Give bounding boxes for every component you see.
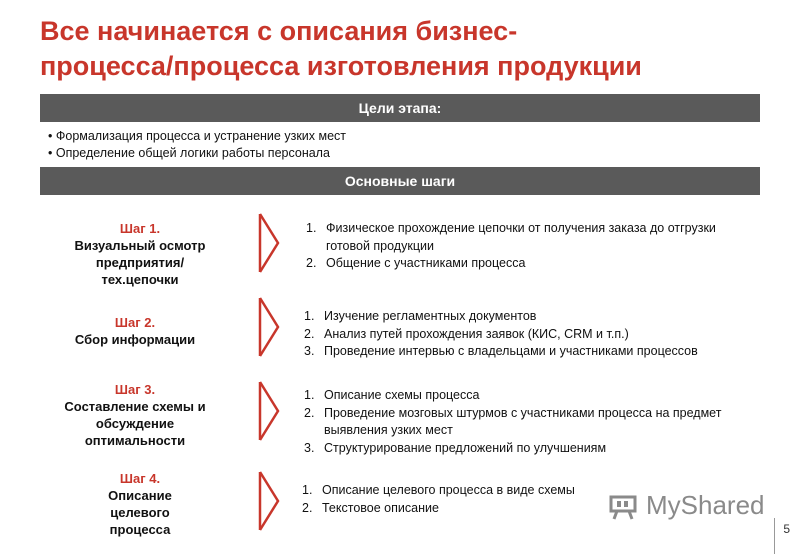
page-title-line-1: Все начинается с описания бизнес- [40,16,518,46]
list-item: 1. Описание целевого процесса в виде схемы [302,483,575,497]
step-3-chevron-icon [256,380,282,442]
step-4-chevron-icon [256,470,282,532]
step-2-number: Шаг 2. [114,315,156,330]
step-1-label [40,220,240,288]
step-3-items [304,387,744,457]
step-1-name: Визуальный осмотр предприятия/тех.цепочки [74,238,206,287]
goal-item: • Формализация процесса и устранение узких мест [48,128,346,145]
step-4-label [40,470,240,538]
list-item: 2. Проведение мозговых штурмов с участниками процесса на предмет выявления узких мест [304,405,722,437]
step-1-items [306,220,746,273]
watermark [608,490,765,521]
goals-list [48,128,346,162]
step-3-label [40,381,230,449]
list-item: 3. Проведение интервью с владельцами и участниками процессов [304,344,698,358]
step-4-items [302,482,622,517]
step-2-chevron-icon [256,296,282,358]
list-item: 1. Физическое прохождение цепочки от получения заказа до отгрузки готовой продукции [306,221,716,253]
watermark-text: MyShared [646,490,765,520]
step-2-label [40,314,230,348]
list-item: 3. Структурирование предложений по улучшениям [304,440,607,455]
list-item: 2. Общение с участниками процесса [306,256,526,270]
myshared-logo-icon [608,491,638,521]
goals-header-bar: Цели этапа: [40,94,760,122]
list-item: 1. Изучение регламентных документов [304,309,537,323]
step-4-name: Описание целевого процесса [108,488,172,537]
step-1-chevron-icon [256,212,282,274]
steps-header-bar: Основные шаги [40,167,760,195]
page-title-line-2: процесса/процесса изготовления продукции [40,51,642,81]
step-2-name: Сбор информации [74,332,196,347]
step-1-number: Шаг 1. [119,221,161,236]
step-4-number: Шаг 4. [119,471,161,486]
page-title [40,14,760,84]
list-item: 2. Анализ путей прохождения заявок (КИС, CRM и т.п.) [304,326,629,341]
list-item: 2. Текстовое описание [302,500,439,515]
step-3-name: Составление схемы и обсуждение оптимальности [64,399,206,448]
step-2-items [304,308,774,361]
page-divider [774,518,775,554]
goal-item: • Определение общей логики работы персонала [48,145,346,162]
list-item: 1. Описание схемы процесса [304,388,480,402]
step-3-number: Шаг 3. [114,382,156,397]
page-number: 5 [783,522,790,536]
